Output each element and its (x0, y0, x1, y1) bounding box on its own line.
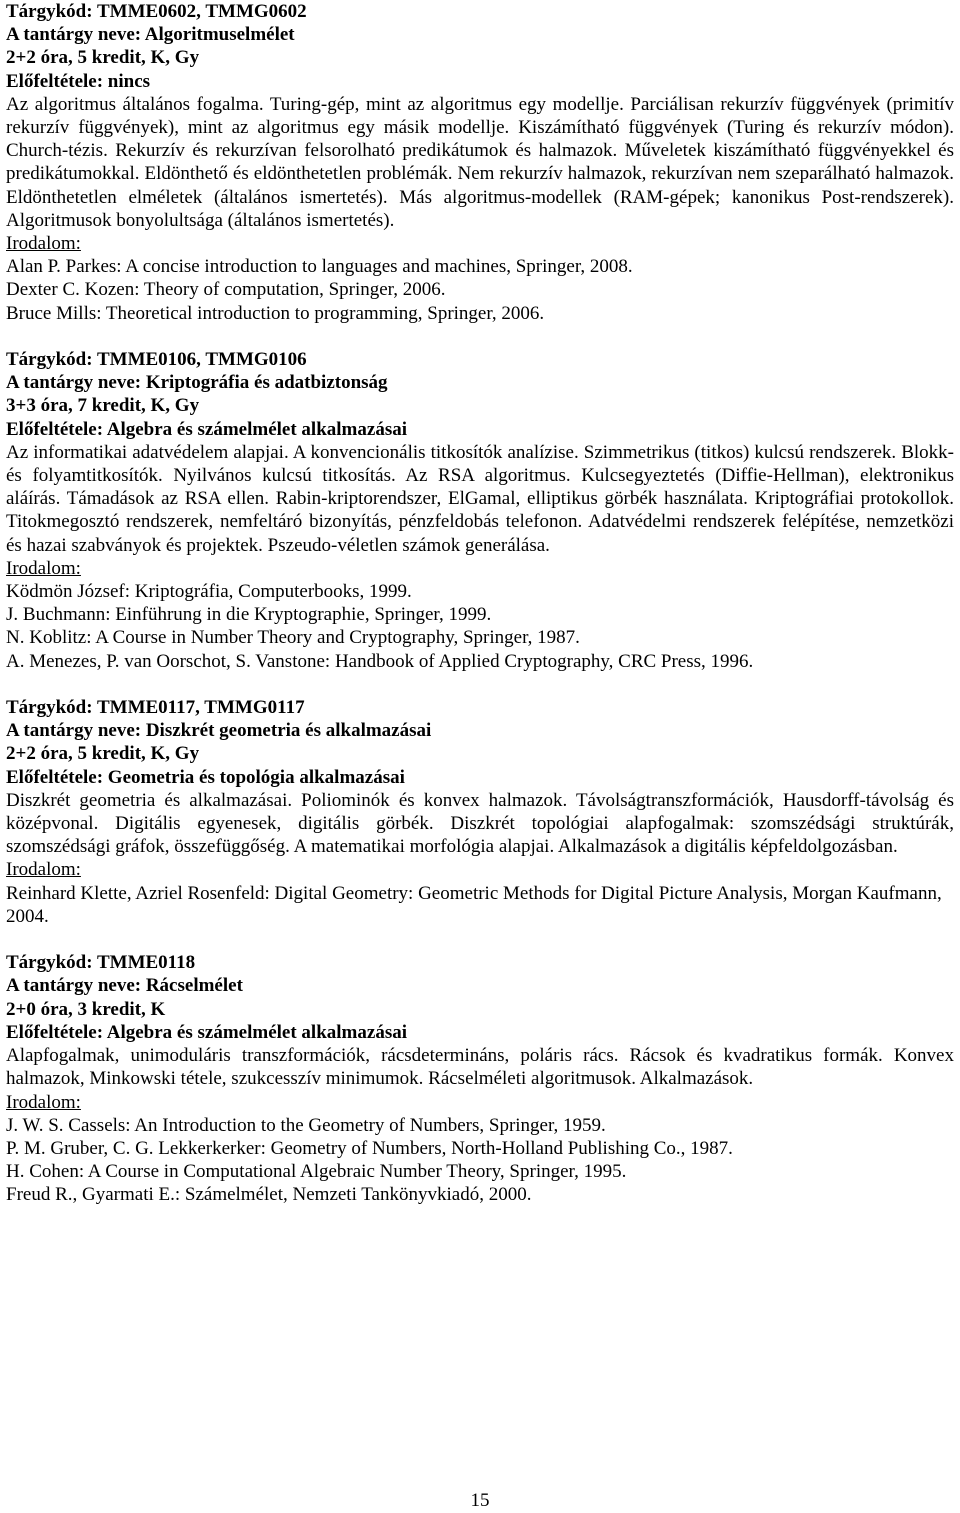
literature-item: Freud R., Gyarmati E.: Számelmélet, Nemzeti Tankönyvkiadó, 2000. (6, 1184, 532, 1206)
literature-item: J. Buchmann: Einführung in die Kryptographie, Springer, 1999. (6, 604, 492, 626)
literature-item: Dexter C. Kozen: Theory of computation, Springer, 2006. (6, 279, 446, 301)
course-code: Tárgykód: TMME0602, TMMG0602 (6, 1, 307, 22)
course-hours: 2+2 óra, 5 kredit, K, Gy (6, 743, 200, 765)
course-hours: 2+0 óra, 3 kredit, K (6, 998, 166, 1020)
course-description: Alapfogalmak, unimoduláris transzformációk, rácsdetermináns, poláris rács. Rácsok és kvadratikus formák. Konvex halmazok, Minkowski tétele, szukcesszív minimumok. Rácselméleti algoritmusok. Alkalmazások. (6, 1045, 954, 1090)
literature-item: Ködmön József: Kriptográfia, Computerbooks, 1999. (6, 581, 412, 603)
document-page (6, 0, 954, 1207)
literature-item: Alan P. Parkes: A concise introduction to languages and machines, Springer, 2008. (6, 256, 633, 278)
course-description: Diszkrét geometria és alkalmazásai. Poliominók és konvex halmazok. Távolságtranszformációk, Hausdorff-távolság és középvonal. Digitális egyenesek, digitális görbék. Diszkrét topológiai alapfogalmak: szomszédsági struktúrák, szomszédsági gráfok, összefüggőség. A matematikai morfológia alapjai. Alkalmazások a digitális képfeldolgozásban. (6, 789, 954, 858)
literature-label: Irodalom: (6, 233, 81, 255)
course-code: Tárgykód: TMME0118 (6, 952, 196, 974)
course-prerequisite: Előfeltétele: Algebra és számelmélet alkalmazásai (6, 1021, 407, 1043)
course-hours: 3+3 óra, 7 kredit, K, Gy (6, 395, 200, 417)
literature-item: P. M. Gruber, C. G. Lekkerkerker: Geometry of Numbers, North-Holland Publishing Co., 1987. (6, 1137, 733, 1159)
literature-item: H. Cohen: A Course in Computational Algebraic Number Theory, Springer, 1995. (6, 1161, 627, 1183)
literature-label: Irodalom: (6, 859, 81, 881)
literature-label: Irodalom: (6, 557, 81, 579)
course-name: A tantárgy neve: Kriptográfia és adatbiztonság (6, 372, 388, 394)
course-hours: 2+2 óra, 5 kredit, K, Gy (6, 47, 200, 69)
course-prerequisite: Előfeltétele: Geometria és topológia alkalmazásai (6, 766, 405, 788)
literature-item: A. Menezes, P. van Oorschot, S. Vanstone: Handbook of Applied Cryptography, CRC Press, 1996. (6, 650, 754, 672)
course-code: Tárgykód: TMME0117, TMMG0117 (6, 697, 305, 719)
literature-item: Reinhard Klette, Azriel Rosenfeld: Digital Geometry: Geometric Methods for Digital Picture Analysis, Morgan Kaufmann, 2004. (6, 882, 942, 927)
course-kriptografia (6, 348, 954, 673)
course-code: Tárgykód: TMME0106, TMMG0106 (6, 349, 307, 371)
course-diszkret-geometria (6, 696, 954, 928)
literature-label: Irodalom: (6, 1091, 81, 1113)
course-name: A tantárgy neve: Algoritmuselmélet (6, 24, 295, 46)
literature-item: J. W. S. Cassels: An Introduction to the Geometry of Numbers, Springer, 1959. (6, 1114, 606, 1136)
course-name: A tantárgy neve: Rácselmélet (6, 975, 243, 997)
course-prerequisite: Előfeltétele: nincs (6, 70, 151, 92)
course-name: A tantárgy neve: Diszkrét geometria és alkalmazásai (6, 720, 432, 742)
course-description: Az algoritmus általános fogalma. Turing-gép, mint az algoritmus egy modellje. Parciálisan rekurzív függvények (primitív rekurzív függvények), mint az algoritmus egy másik modellje. Kiszámítható függvények (Turing és rekurzív módon). Church-tézis. Rekurzív és rekurzívan felsorolható predikátumok és halmazok. Műveletek kiszámítható függvényekkel és predikátumokkal. Eldönthető és eldönthetetlen problémák. Nem rekurzív halmazok, rekurzívan nem szeparálható halmazok. Eldönthetetlen elméletek (általános ismertetés). Más algoritmus-modellek (RAM-gépek; kanonikus Post-rendszerek). Algoritmusok bonyolultsága (általános ismertetés). (6, 93, 954, 231)
literature-item: Bruce Mills: Theoretical introduction to programming, Springer, 2006. (6, 302, 545, 324)
course-algoritmuselmelet (6, 0, 954, 325)
page-number: 15 (470, 1490, 490, 1511)
literature-item: N. Koblitz: A Course in Number Theory and Cryptography, Springer, 1987. (6, 627, 580, 649)
course-description: Az informatikai adatvédelem alapjai. A konvencionális titkosítók analízise. Szimmetrikus (titkos) kulcsú rendszerek. Blokk- és folyamtitkosítók. Nyilvános kulcsú titkosítás. Az RSA algoritmus. Kulcsegyeztetés (Diffie-Hellman), elektronikus aláírás. Támadások az RSA ellen. Rabin-kriptorendszer, ElGamal, elliptikus görbék használata. Kriptográfiai protokollok. Titokmegosztó rendszerek, nemfeltáró bizonyítás, pénzfeldobás telefonon. Adatvédelmi rendszerek felépítése, nemzetközi és hazai szabványok és projektek. Pszeudo-véletlen számok generálása. (6, 441, 954, 556)
course-prerequisite: Előfeltétele: Algebra és számelmélet alkalmazásai (6, 418, 407, 440)
course-racselmelet (6, 951, 954, 1206)
